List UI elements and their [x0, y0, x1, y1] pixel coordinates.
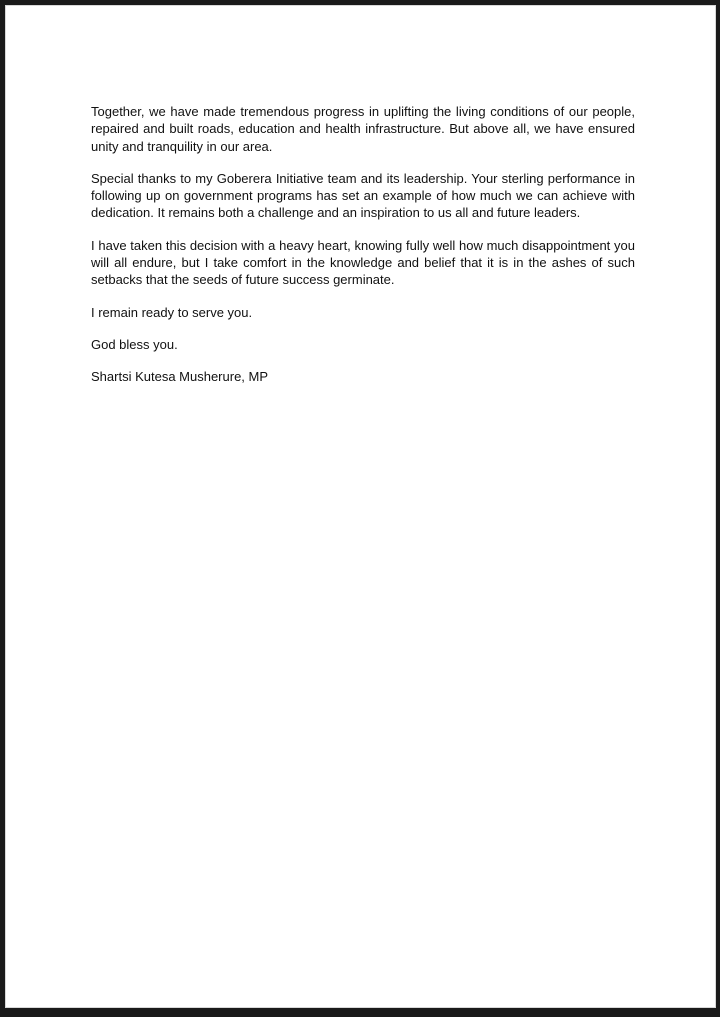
paragraph-progress: Together, we have made tremendous progress in uplifting the living conditions of our people, repaired and built roads, education and health infrastructure. But above all, we have ensured unity and tranquility in our area. — [91, 104, 635, 154]
paragraph-blessing: God bless you. — [91, 336, 178, 352]
signature-line: Shartsi Kutesa Musherure, MP — [91, 369, 269, 385]
paragraph-thanks: Special thanks to my Goberera Initiative team and its leadership. Your sterling performance in following up on government programs has set an example of how much we can achieve with dedication. It remains both a challenge and an inspiration to us all and future leaders. — [91, 170, 635, 221]
document-page — [5, 5, 716, 1008]
letter-body — [91, 103, 635, 386]
paragraph-ready-to-serve: I remain ready to serve you. — [91, 304, 253, 320]
paragraph-decision: I have taken this decision with a heavy heart, knowing fully well how much disappointment you will all endure, but I take comfort in the knowledge and belief that it is in the ashes of such setbacks that the seeds of future success germinate. — [91, 237, 635, 288]
